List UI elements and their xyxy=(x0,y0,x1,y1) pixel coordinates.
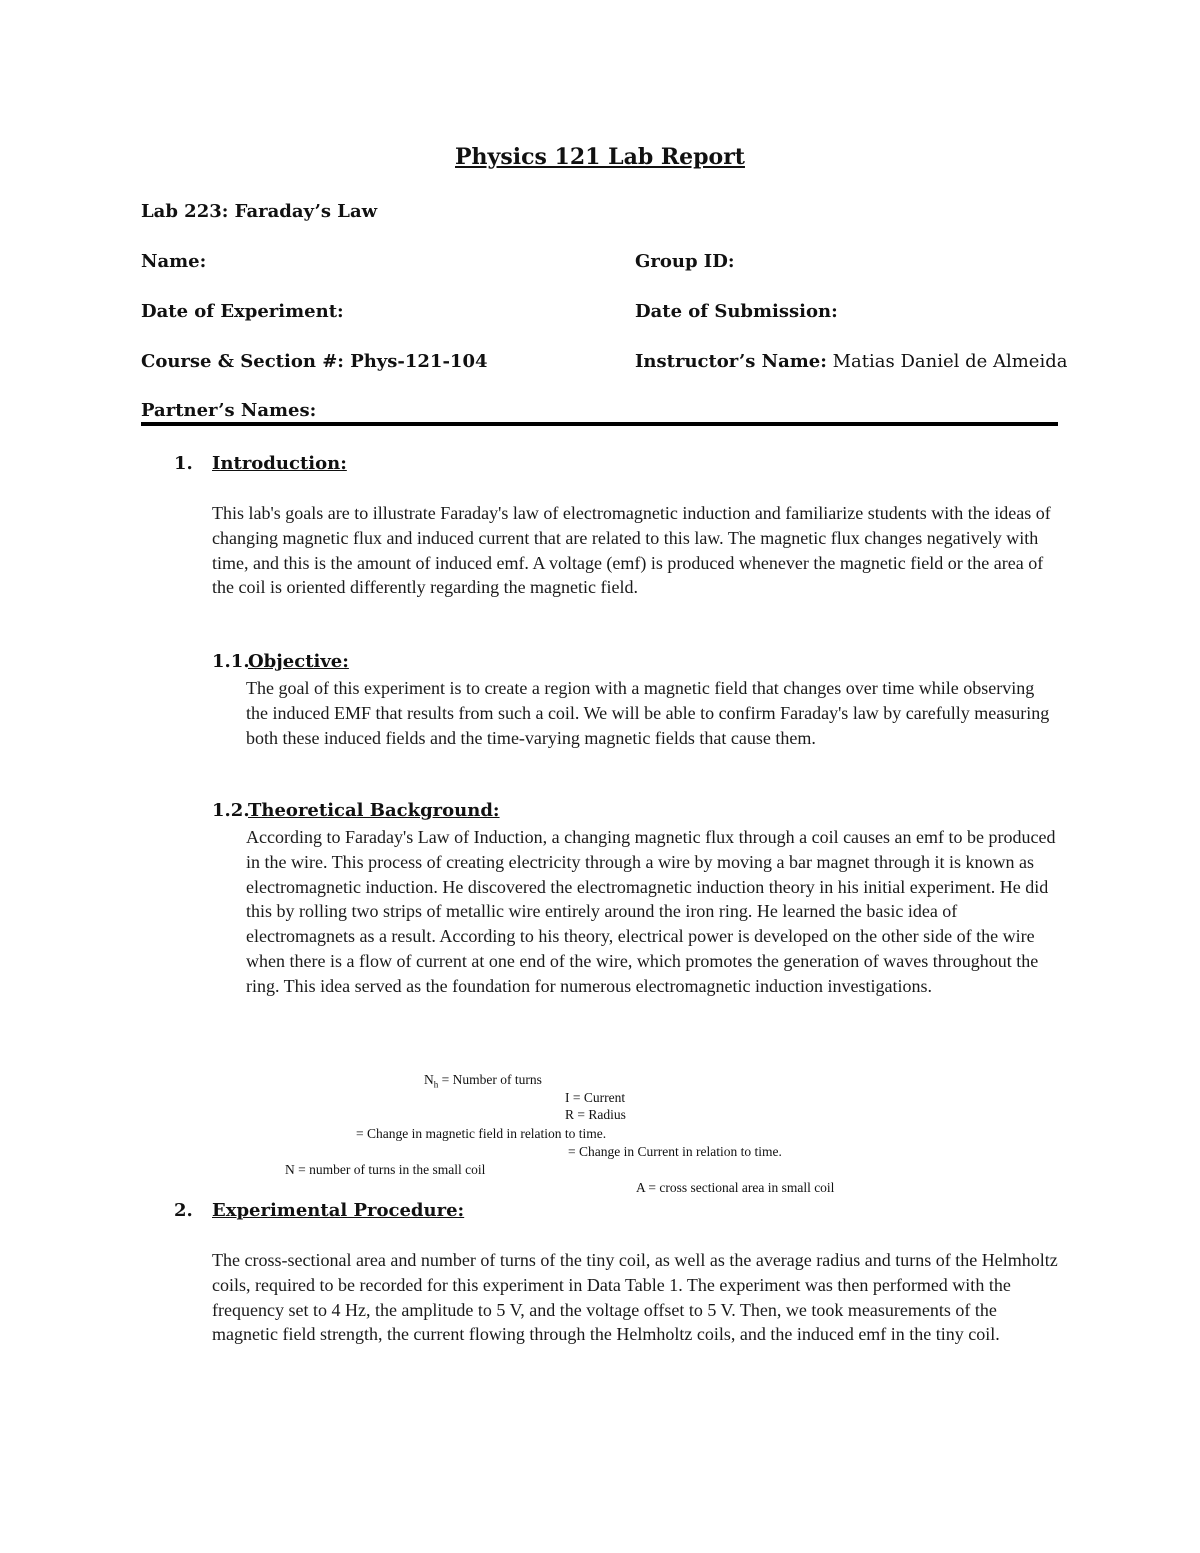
introduction-text: This lab's goals are to illustrate Faraday's law of electromagnetic induction and familiarize students with the ideas of changing magnetic flux and induced current that are related to this law. The magnetic flux changes negatively with time, and this is the amount of induced emf. A voltage (emf) is produced whenever the magnetic field or the area of the coil is oriented differently regarding the magnetic field. xyxy=(212,503,1051,598)
nh-symbol: N xyxy=(424,1072,434,1087)
name-label: Name: xyxy=(141,251,207,272)
equation-didt-definition: = Change in Current in relation to time. xyxy=(568,1144,782,1159)
course-section-label: Course & Section #: Phys-121-104 xyxy=(141,351,488,372)
partners-label: Partner’s Names: xyxy=(141,400,317,421)
date-of-experiment-label: Date of Experiment: xyxy=(141,301,344,322)
objective-text: The goal of this experiment is to create a region with a magnetic field that changes over time while observing the induced EMF that results from such a coil. We will be able to confirm Faraday's law by carefully measuring both these induced fields and the time-varying magnetic fields that cause them. xyxy=(246,678,1050,748)
page-title: Physics 121 Lab Report xyxy=(455,144,745,170)
equation-i-definition: I = Current xyxy=(565,1090,626,1105)
nh-text: = Number of turns xyxy=(438,1072,542,1087)
equation-n-definition: N = number of turns in the small coil xyxy=(285,1162,486,1177)
section-number: 2. xyxy=(174,1200,193,1221)
subsection-number: 1.1. xyxy=(212,651,250,672)
equation-dbdt-definition: = Change in magnetic field in relation to time. xyxy=(356,1126,607,1141)
subsection-title-theoretical-background: Theoretical Background: xyxy=(248,800,500,821)
group-id-label: Group ID: xyxy=(635,251,735,272)
nh-subscript: h xyxy=(433,1079,439,1090)
section-title-introduction: Introduction: xyxy=(212,453,347,474)
section-title-experimental-procedure: Experimental Procedure: xyxy=(212,1200,465,1221)
instructor-line xyxy=(635,350,1067,374)
section-number: 1. xyxy=(174,453,193,474)
subsection-title-objective: Objective: xyxy=(248,651,349,672)
instructor-label: Instructor’s Name: xyxy=(635,351,827,372)
date-of-submission-label: Date of Submission: xyxy=(635,301,838,322)
background-text: According to Faraday's Law of Induction, a changing magnetic flux through a coil causes an emf to be produced in the wire. This process of creating electricity through a wire by moving a bar magnet through it is known as electromagnetic induction. He discovered the electromagnetic induction theory in his initial experiment. He did this by rolling two strips of metallic wire entirely around the iron ring. He learned the basic idea of electromagnets as a result. According to his theory, electrical power is developed on the other side of the wire when there is a flow of current at one end of the wire, which promotes the generation of waves throughout the ring. This idea served as the foundation for numerous electromagnetic induction investigations. xyxy=(246,827,1056,996)
equation-nh-definition xyxy=(424,1072,542,1090)
equation-a-definition: A = cross sectional area in small coil xyxy=(636,1180,835,1195)
header-divider xyxy=(141,422,1058,426)
subsection-number: 1.2. xyxy=(212,800,250,821)
procedure-text: The cross-sectional area and number of turns of the tiny coil, as well as the average radius and turns of the Helmholtz coils, required to be recorded for this experiment in Data Table 1. The experiment was then performed with the frequency set to 4 Hz, the amplitude to 5 V, and the voltage offset to 5 V. Then, we took measurements of the magnetic field strength, the current flowing through the Helmholtz coils, and the induced emf in the tiny coil. xyxy=(212,1250,1058,1345)
equation-r-definition: R = Radius xyxy=(565,1107,626,1122)
instructor-name: Matias Daniel de Almeida xyxy=(826,351,1068,372)
lab-title: Lab 223: Faraday’s Law xyxy=(141,201,378,222)
